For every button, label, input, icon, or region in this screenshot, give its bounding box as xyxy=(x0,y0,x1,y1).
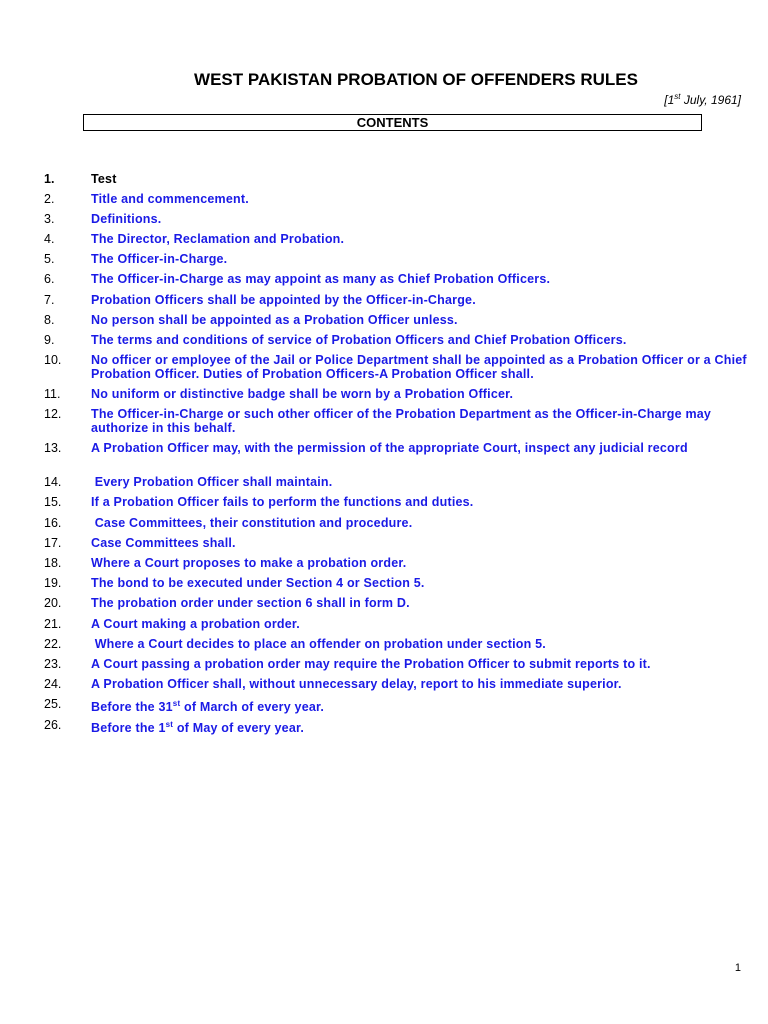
toc-item-text-after: of March of every year. xyxy=(180,700,325,715)
document-date xyxy=(664,92,741,107)
toc-item-text-before: Before the 1 xyxy=(91,721,166,736)
toc-item-link[interactable]: Case Committees, their constitution and procedure. xyxy=(91,516,413,530)
toc-item-number: 16. xyxy=(44,516,62,530)
toc-item-link[interactable]: Case Committees shall. xyxy=(91,536,236,550)
toc-item-number: 22. xyxy=(44,637,62,651)
toc-item-link[interactable]: Definitions. xyxy=(91,212,162,226)
toc-item-number: 4. xyxy=(44,232,55,246)
toc-item-number: 7. xyxy=(44,293,55,307)
toc-item-superscript: st xyxy=(172,699,181,708)
toc-item-link[interactable]: A Court making a probation order. xyxy=(91,617,300,631)
toc-item-number: 3. xyxy=(44,212,55,226)
toc-item-number: 5. xyxy=(44,252,55,266)
toc-item-number: 14. xyxy=(44,475,62,489)
toc-item-link[interactable]: No uniform or distinctive badge shall be worn by a Probation Officer. xyxy=(91,387,514,401)
toc-item-link: Test xyxy=(91,172,117,186)
toc-item-number: 26. xyxy=(44,718,62,732)
toc-item-link[interactable]: Every Probation Officer shall maintain. xyxy=(91,475,333,489)
toc-item-number: 12. xyxy=(44,407,62,421)
toc-item-number: 8. xyxy=(44,313,55,327)
toc-item-link[interactable]: No person shall be appointed as a Probation Officer unless. xyxy=(91,313,458,327)
toc-item-link[interactable]: The Officer-in-Charge as may appoint as many as Chief Probation Officers. xyxy=(91,272,551,286)
toc-item-number: 19. xyxy=(44,576,62,590)
toc-item-link[interactable]: The terms and conditions of service of Probation Officers and Chief Probation Officers. xyxy=(91,333,627,347)
toc-item-number: 25. xyxy=(44,697,62,711)
date-superscript: st xyxy=(674,92,681,101)
toc-item-number: 15. xyxy=(44,495,62,509)
toc-item-link[interactable]: The Officer-in-Charge or such other officer of the Probation Department as the Officer-in-Charge may authorize in this behalf. xyxy=(91,407,715,435)
toc-item-link[interactable]: A Probation Officer shall, without unnecessary delay, report to his immediate superior. xyxy=(91,677,622,691)
date-prefix: [1 xyxy=(664,93,675,107)
toc-item-number: 20. xyxy=(44,596,62,610)
toc-item-link[interactable]: Probation Officers shall be appointed by the Officer-in-Charge. xyxy=(91,293,476,307)
toc-item-link[interactable]: The probation order under section 6 shall in form D. xyxy=(91,596,410,610)
toc-item-text-after: of May of every year. xyxy=(173,721,305,736)
toc-item-number: 10. xyxy=(44,353,62,367)
contents-heading: CONTENTS xyxy=(83,114,702,131)
toc-item-link[interactable]: A Probation Officer may, with the permission of the appropriate Court, inspect any judicial record xyxy=(91,441,688,455)
toc-item-number: 24. xyxy=(44,677,62,691)
toc-item-number: 9. xyxy=(44,333,55,347)
date-suffix: July, 1961] xyxy=(680,93,741,107)
toc-item-link[interactable]: Where a Court decides to place an offender on probation under section 5. xyxy=(91,637,546,651)
toc-item-number: 21. xyxy=(44,617,62,631)
toc-item-link[interactable] xyxy=(91,697,751,714)
toc-item-number: 13. xyxy=(44,441,62,455)
toc-item-link[interactable]: The Officer-in-Charge. xyxy=(91,252,228,266)
toc-item-link[interactable]: Where a Court proposes to make a probation order. xyxy=(91,556,407,570)
toc-item-link[interactable]: The bond to be executed under Section 4 or Section 5. xyxy=(91,576,425,590)
toc-item-number: 6. xyxy=(44,272,55,286)
toc-item-number: 11. xyxy=(44,387,61,401)
toc-item-link[interactable] xyxy=(91,718,751,735)
toc-item-link[interactable]: No officer or employee of the Jail or Police Department shall be appointed as a Probation Officer or a Chief Probation Officer. Duties of Probation Officers-A Probation Officer shall. xyxy=(91,353,751,381)
document-title: WEST PAKISTAN PROBATION OF OFFENDERS RULES xyxy=(194,70,638,89)
toc-item-number: 2. xyxy=(44,192,55,206)
toc-item-link[interactable]: If a Probation Officer fails to perform the functions and duties. xyxy=(91,495,474,509)
toc-item-link[interactable]: The Director, Reclamation and Probation. xyxy=(91,232,345,246)
toc-item-link[interactable]: A Court passing a probation order may require the Probation Officer to submit reports to it. xyxy=(91,657,651,671)
toc-item-number: 1. xyxy=(44,172,55,186)
toc-item-number: 18. xyxy=(44,556,62,570)
page-number: 1 xyxy=(734,962,741,974)
toc-item-number: 17. xyxy=(44,536,62,550)
toc-item-number: 23. xyxy=(44,657,62,671)
toc-item-link[interactable]: Title and commencement. xyxy=(91,192,249,206)
toc-item-text-before: Before the 31 xyxy=(91,700,173,715)
toc-item-superscript: st xyxy=(165,720,174,729)
